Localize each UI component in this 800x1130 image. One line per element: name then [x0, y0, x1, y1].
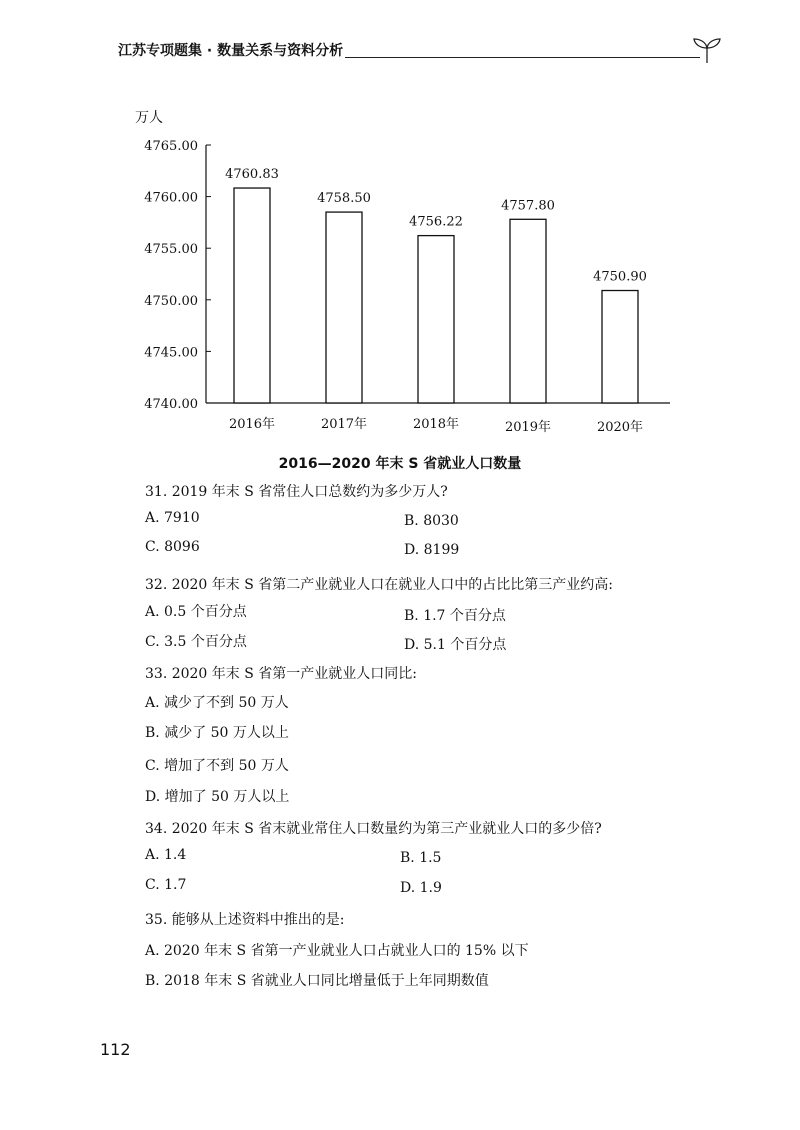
employment-bar-chart: [130, 100, 690, 450]
question-34-option-a: A. 1.4: [145, 847, 187, 863]
x-tick-label: 2018年: [412, 417, 460, 432]
question-31-option-b: B. 8030: [404, 513, 459, 529]
bar-2018年: [418, 236, 454, 403]
x-tick-label: 2019年: [504, 420, 552, 435]
question-31-option-a: A. 7910: [145, 510, 200, 526]
question-35-option-a: A. 2020 年末 S 省第一产业就业人口占就业人口的 15% 以下: [145, 943, 529, 959]
question-31-stem: 31. 2019 年末 S 省常住人口总数约为多少万人?: [145, 484, 448, 500]
question-31-option-c: C. 8096: [145, 539, 200, 555]
y-tick-label: 4755.00: [144, 242, 198, 258]
question-35-stem: 35. 能够从上述资料中推出的是:: [145, 912, 345, 928]
bar-2019年: [510, 219, 546, 403]
chart-caption: 2016—2020 年末 S 省就业人口数量: [278, 456, 522, 472]
question-33-stem: 33. 2020 年末 S 省第一产业就业人口同比:: [145, 666, 418, 682]
page-number: 112: [100, 1040, 131, 1059]
bar-value-label: 4757.80: [501, 198, 555, 214]
question-33-option-d: D. 增加了 50 万人以上: [145, 789, 290, 805]
bar-2016年: [234, 188, 270, 403]
y-tick-label: 4765.00: [144, 139, 198, 154]
question-33-option-a: A. 减少了不到 50 万人: [145, 695, 289, 711]
running-header: 江苏专项题集 · 数量关系与资料分析: [118, 43, 344, 59]
question-34-option-b: B. 1.5: [400, 850, 442, 866]
x-tick-label: 2017年: [320, 417, 368, 432]
question-33-option-b: B. 减少了 50 万人以上: [145, 725, 289, 741]
bar-value-label: 4758.50: [317, 191, 371, 207]
x-tick-label: 2020年: [596, 420, 644, 435]
question-32-option-a: A. 0.5 个百分点: [145, 604, 247, 620]
bar-value-label: 4760.83: [225, 167, 279, 183]
y-tick-label: 4760.00: [144, 190, 198, 206]
bar-value-label: 4750.90: [593, 269, 647, 285]
question-34-option-d: D. 1.9: [400, 880, 442, 896]
header-rule: [345, 57, 700, 58]
question-31-option-d: D. 8199: [404, 542, 460, 558]
question-32-option-d: D. 5.1 个百分点: [404, 637, 507, 653]
question-34-option-c: C. 1.7: [145, 877, 187, 893]
y-tick-label: 4750.00: [144, 293, 198, 309]
bar-2020年: [602, 291, 638, 403]
question-33-option-c: C. 增加了不到 50 万人: [145, 758, 289, 774]
y-tick-label: 4740.00: [144, 397, 198, 412]
question-32-stem: 32. 2020 年末 S 省第二产业就业人口在就业人口中的占比比第三产业约高:: [145, 577, 614, 593]
x-tick-label: 2016年: [228, 417, 276, 432]
bar-value-label: 4756.22: [409, 214, 463, 230]
question-32-option-c: C. 3.5 个百分点: [145, 634, 247, 650]
y-tick-label: 4745.00: [144, 345, 198, 361]
bar-2017年: [326, 212, 362, 403]
question-32-option-b: B. 1.7 个百分点: [404, 608, 506, 624]
sprout-icon: [690, 36, 724, 64]
question-34-stem: 34. 2020 年末 S 省末就业常住人口数量约为第三产业就业人口的多少倍?: [145, 821, 602, 837]
question-35-option-b: B. 2018 年末 S 省就业人口同比增量低于上年同期数值: [145, 973, 489, 989]
y-axis-unit-label: 万人: [135, 110, 163, 126]
